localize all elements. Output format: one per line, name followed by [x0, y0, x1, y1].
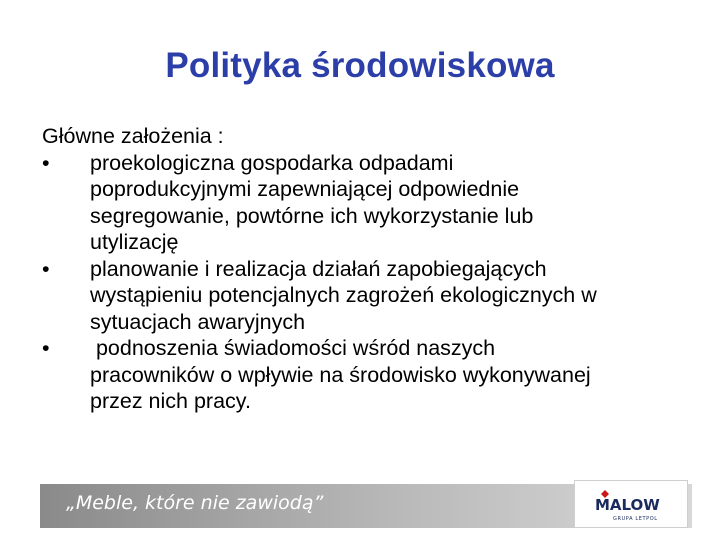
bullet-line: planowanie i realizacja działań zapobiegających [90, 256, 547, 281]
bullet-item [42, 150, 682, 256]
slide-title: Polityka środowiskowa [165, 46, 555, 85]
logo-subtitle: GRUPA LETPOL [613, 516, 658, 522]
intro-text: Główne założenia : [42, 124, 224, 148]
logo-wordmark: MALOW [595, 496, 660, 514]
bullet-line: utylizację [90, 230, 179, 254]
bullet-dot-icon: • [42, 336, 50, 360]
bullet-line: proekologiczna gospodarka odpadami [90, 150, 454, 175]
bullet-line: przez nich pracy. [90, 389, 251, 413]
slogan-text: „Meble, które nie zawiodą” [66, 492, 324, 514]
slide-content [42, 123, 682, 415]
bullet-item [42, 335, 682, 415]
bullet-item [42, 256, 682, 336]
bullet-line: podnoszenia świadomości wśród naszych [90, 336, 496, 360]
bullet-dot-icon: • [42, 256, 50, 281]
bullet-line: wystąpieniu potencjalnych zagrożeń ekologicznych w [90, 283, 597, 307]
bullet-line: sytuacjach awaryjnych [90, 309, 306, 334]
footer-bar [40, 484, 692, 528]
bullet-line: pracowników o wpływie na środowisko wykonywanej [90, 362, 591, 387]
bullet-list [42, 150, 682, 415]
company-logo [574, 480, 688, 528]
bullet-dot-icon: • [42, 150, 50, 175]
malow-logo-icon [575, 481, 687, 527]
bullet-line: poprodukcyjnymi zapewniającej odpowiednie [90, 177, 520, 201]
bullet-line: segregowanie, powtórne ich wykorzystanie lub [90, 203, 534, 228]
